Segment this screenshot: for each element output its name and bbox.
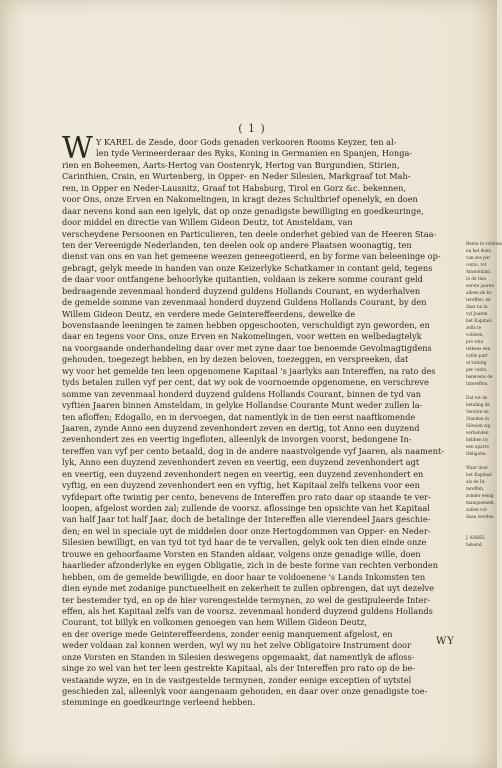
text-line: tereffen van vyf per cento betaald, dog in de andere naastvolgende vyf Jaaren, als naament- (62, 445, 445, 456)
catchword: WY (436, 636, 455, 647)
text-line: van half Jaar tot half Jaar, doch de betalinge der Intereffen alle vierendeel Jaars geschie- (62, 514, 431, 525)
margin-note-line: in de tien (466, 276, 487, 281)
text-line: ter bestemder tyd, en op de hier vorengestelde termynen, zo wel de gestipuleerde Inter- (62, 594, 431, 605)
margin-note-line: Intereffen. (466, 381, 489, 386)
margin-note-line: het Kapitaal (466, 318, 492, 323)
text-line: bedraagende zevenmaal honderd duyzend guldens Hollands Courant, en wyderhalven (62, 285, 421, 296)
margin-note-line: vyfde part (466, 353, 488, 358)
margin-note-line: Waar door (466, 465, 488, 470)
text-line: lyk, Anno een duyzend zevenhondert zeven en veertig, een duyzend zevenhondert agt (62, 457, 420, 468)
margin-note-line: een aparte (466, 444, 489, 449)
text-line: Jaaren, zynde Anno een duyzend zevenhondert zeven en dertig, tot Anno een duyzend (62, 422, 420, 433)
margin-note-line: Silesien zig (466, 423, 491, 428)
text-line: daar en tegens voor Ons, onze Erven en Nakomelingen, voor wetten en welbedagtelyk (62, 331, 422, 342)
margin-note-line: per cento, (466, 367, 488, 372)
text-line: onze Vorsten en Standen in Silesien deswegens opgemaakt, dat namentlyk de afloss- (62, 651, 415, 662)
margin-note-line: alleen de In- (466, 290, 493, 295)
margin-note-line: betaling de (466, 402, 490, 407)
margin-note-line: zelfs te (466, 325, 482, 330)
margin-note-line: telkens een (466, 346, 491, 351)
margin-note-line (466, 457, 496, 464)
text-line: dienst van ons en van het gemeene weezen geneegotieerd, en by forme van beleeninge op- (62, 251, 441, 262)
text-line: weder voldaan zal konnen werden, wyl wy nu het zelve Obligatoire Instrument door (62, 640, 412, 651)
margin-note-line: tereffen, en (466, 297, 491, 302)
text-line: ten der Vereenigde Nederlanden, ten deelen ook op andere Plaatsen woonagtig, ten (62, 239, 412, 250)
text-line: len tyde Vermeerderaar des Ryks, Koning in Germanien en Spanjen, Honga- (96, 148, 413, 159)
text-line: Y KAREL de Zesde, door Gods genaden verkooren Rooms Keyzer, ten al- (96, 137, 397, 147)
margin-note-line: of twintig (466, 360, 487, 365)
text-line: hebben, om de gemelde bewilligde, en door haar te voldoenene 's Lands Inkomsten ten (62, 571, 426, 582)
margin-note-line: pro rato (466, 339, 484, 344)
text-line: rien en Boheemen, Aarts-Hertog van Oostenryk, Hertog van Burgundien, Stirien, (62, 159, 400, 170)
text-line: vestaande wyze, en in de vastgestelde termynen, zonder eenige exceptien of uytstel (62, 674, 412, 685)
margin-note-line: vyf Jaaren (466, 311, 488, 316)
text-line: somme van zevenmaal honderd duyzend guldens Hollands Courant, binnen de tyd van (62, 388, 422, 399)
margin-note-line: als de In- (466, 479, 486, 484)
text-line: effen, als het Kapitaal zelfs van de voorsz. zevenmaal honderd duyzend guldens Hollands (62, 605, 433, 616)
text-line: geschieden zal, alleenlyk voor aangenaam gehouden, en daar over onze genadigste toe- (62, 686, 428, 696)
margin-note-line (466, 520, 496, 527)
margin-note-line: cento, tot (466, 262, 487, 267)
margin-note-line: benevens de (466, 374, 493, 379)
text-line: haarlieder afzonderlyke en eygen Obligatie, zich in de beste forme van rechten verbonden (62, 560, 439, 571)
margin-note-line: Amsteldam, (466, 269, 492, 274)
text-line: stemminge en goedkeuringe verleend hebben. (62, 697, 256, 708)
text-line: vyftig, en een duyzend zevenhondert een en vyftig, het Kapitaal zelfs telkens voor een (62, 480, 420, 491)
text-line: Willem Gideon Deutz, en verdere mede Geintereffeerdens, dewelke de (62, 308, 356, 319)
margin-note-line: zonder eenig (466, 493, 494, 498)
text-line: vyftien Jaaren binnen Amsteldam, in gelyke Hollandse Courante Munt weder zullen la- (62, 400, 423, 411)
margin-note-line: hebben by (466, 437, 489, 442)
margin-note-line: tereffen, (466, 486, 485, 491)
text-line: zevenhondert zes en veertig ingefloten, alleenlyk de invorgen voorst, bedongene In- (62, 434, 412, 445)
text-line: trouwe en gehoorfaame Vorsten en Standen aldaar, volgens onze genadige wille, doen (62, 548, 421, 559)
margin-note-line: zullen vol- (466, 507, 488, 512)
text-line: de gemelde somme van zevenmaal honderd duyzend Guldens Hollands Courant, by den (62, 297, 427, 308)
text-line: na voorgaande onderhandeling daar over met zyne daar toe benoemde Gevolmagtigdens (62, 342, 432, 353)
margin-note-line: Vorsten en (466, 409, 489, 414)
margin-note-line: J. KAREL (466, 535, 485, 540)
text-line: door middel en directie van Willem Gideon Deutz, tot Amsteldam, van (62, 217, 353, 228)
text-line: ren, in Opper en Neder-Lausnitz, Graaf tot Habsburg, Tirol en Gorz &c. bekennen, (62, 182, 406, 193)
text-line: wy voor het gemelde ten leen opgenomene Kapitaal 's jaarlyks aan Intereffen, na rato des (62, 365, 436, 376)
text-line: singe zo wel van het ter leen gestrekte Kapitaal, als der Intereffen pro rato op de be- (62, 663, 416, 674)
margin-note-line: voldoen, (466, 332, 484, 337)
margin-note-line: manquement, (466, 500, 496, 505)
text-line: dien eynde met zodanige punctueelheit en zekerheit te zullen opbrengen, dat uyt dezelve (62, 583, 434, 594)
main-text-block (62, 131, 464, 709)
margin-note-line: na het doen (466, 248, 492, 253)
text-line: daar nevens kond aan een igelyk, dat op onze genadigste bewilliging en goedkeuringe, (62, 205, 424, 216)
margin-note-line: van zes per (466, 255, 491, 260)
margin-note-line: het Kapitaal (466, 472, 492, 477)
margin-note-line (466, 387, 496, 394)
text-line: Silesien bewilligt, en van tyd tot tyd haar de te vervallen, gelyk ook ten dien einde onze (62, 537, 427, 548)
margin-note-line (466, 527, 496, 534)
margin-note-line: Obligatie. (466, 451, 487, 456)
text-line: gebragt, gelyk meede in handen van onze Keizerlyke Schatkamer in contant geld, tegens (62, 262, 433, 273)
margin-note-line: verbonden (466, 430, 489, 435)
text-line: de daar voor ontfangene behoorlyke quitantien, voldaan is zekere somme courant geld (62, 274, 423, 285)
margin-note-line: daan werden. (466, 514, 495, 519)
text-line: bovenstaande leeningen te zamen hebben opgeschooten, verschuldigt zyn geworden, en (62, 320, 430, 330)
margin-note-line: Standen in (466, 416, 489, 421)
margin-note-column (466, 240, 502, 548)
margin-note-line: daar na in (466, 304, 488, 309)
text-line: loopen, afgelost worden zal; zullende de voorsz. aflossinge ten opsichte van het Kapitaal (62, 503, 430, 513)
text-line: tyds betalen zullen vyf per cent, dat wy ook de voornoemde opgenomene, en verschreve (62, 377, 429, 388)
text-line: verscheydene Persoonen en Particulieren, ten deele onderhet gebied van de Heeren Staa- (62, 228, 437, 239)
text-line: Courant, tot billyk en volkomen genoegen van hem Willem Gideon Deutz, (62, 617, 367, 628)
text-line: den; en wel in speciale uyt de middelen door onze Hertogdommen van Opper- en Neder- (62, 525, 431, 536)
margin-note-line: Dat tot de (466, 395, 488, 400)
margin-note-line: eerste jaaren (466, 283, 495, 288)
page-number: ( 1 ) (238, 122, 266, 135)
text-line: en der overige mede Geintereffeerdens, zonder eenig manquement afgelost, en (62, 628, 393, 639)
text-line: gehouden, toegezegt hebben, en by dezen beloven, toezeggen, en verspreeken, dat (62, 354, 409, 365)
text-line: Carinthien, Crain, en Wurtenberg, in Opper- en Neder Silesien, Markgraaf tot Mah- (62, 171, 411, 182)
text-line: vyfdepart ofte twintig per cento, benevens de Intereffen pro rato daar op staande te ver- (62, 491, 431, 502)
margin-note-line: Rente te voldoen (466, 241, 502, 246)
text-line: en veertig, een duyzend zevenhondert negen en veertig, een duyzend zevenhondert en (62, 468, 424, 479)
text-line: voor Ons, onze Erven en Nakomelingen, in kragt dezes Schultbrief openelyk, en doen (62, 194, 418, 205)
margin-note-line: bekend. (466, 542, 483, 547)
drop-cap-initial: W (62, 131, 93, 166)
text-line: ten afloffen; Edogallo, en in dervoegen, dat namentlyk in de tien eerst naaftkomende (62, 411, 416, 422)
